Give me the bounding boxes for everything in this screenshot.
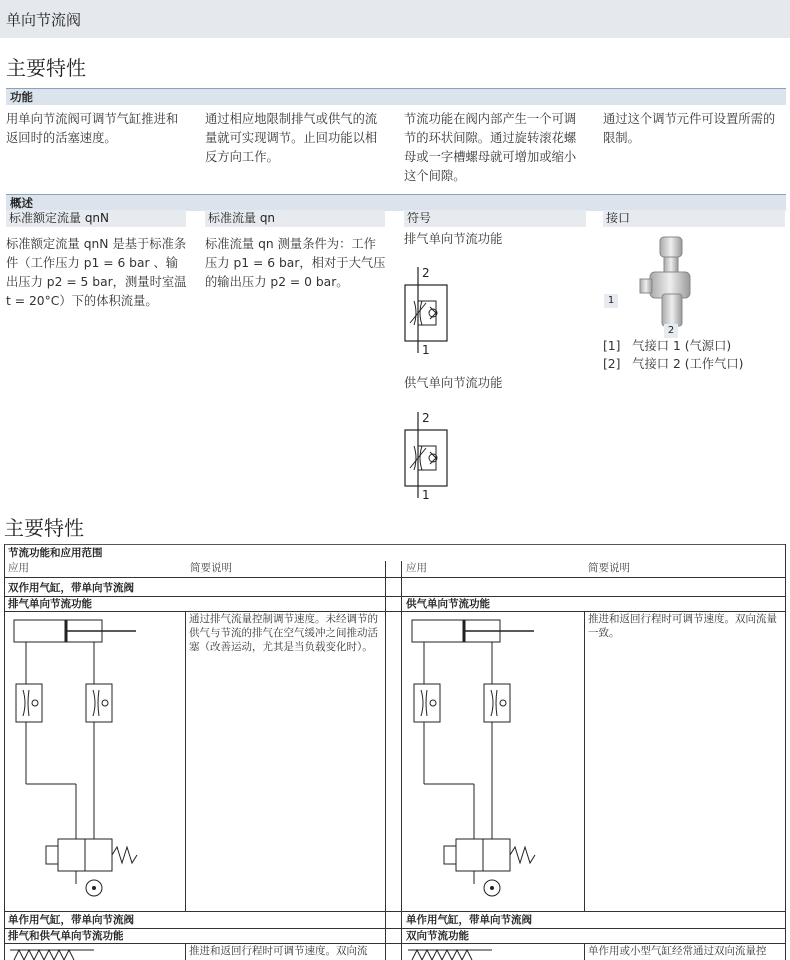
row2-sub-right: 双向节流功能 xyxy=(406,930,469,942)
port-1-label-b: 1 xyxy=(422,488,430,502)
rule xyxy=(4,911,786,912)
function-bar xyxy=(6,88,786,105)
connection-1-num: [1] xyxy=(603,339,621,353)
table-title: 节流功能和应用范围 xyxy=(8,547,103,559)
table-col-desc-left: 简要说明 xyxy=(190,562,232,574)
connection-1-text: 气接口 1 (气源口) xyxy=(632,339,732,353)
connection-1 xyxy=(603,337,731,356)
page-title: 单向节流阀 xyxy=(6,11,82,29)
row2-desc-right: 单作用或小型气缸经常通过双向流量控 xyxy=(588,945,767,957)
supply-throttle-symbol xyxy=(400,410,460,505)
connection-2-text: 气接口 2 (工作气口) xyxy=(632,357,744,371)
qnN-text: 标准额定流量 qnN 是基于标准条件（工作压力 p1 = 6 bar 、输出压力 p2 = 5 bar，测量时室温 t = 20°C）下的体积流量。 xyxy=(6,237,187,308)
valve-product-image xyxy=(640,232,730,332)
vrule xyxy=(4,544,5,960)
function-text-4: 通过这个调节元件可设置所需的限制。 xyxy=(603,112,776,145)
vrule xyxy=(385,561,386,960)
title-bar xyxy=(0,0,790,38)
col-head-qn: 标准流量 qn xyxy=(205,210,385,227)
supply-circuit-diagram xyxy=(404,614,579,904)
col-head-port: 接口 xyxy=(603,210,785,227)
table-col-app-left: 应用 xyxy=(8,562,29,574)
vrule xyxy=(785,544,786,960)
exhaust-throttle-symbol xyxy=(400,265,460,360)
vrule xyxy=(185,611,186,911)
vrule xyxy=(584,611,585,911)
function-text-3: 节流功能在阀内部产生一个可调节的环状间隙。通过旋转滚花螺母或一字槽螺母就可增加或缩小这个间隙。 xyxy=(404,112,577,183)
row2-desc-left: 推进和返回行程时可调节速度。双向流 xyxy=(189,945,368,957)
function-text-1: 用单向节流阀可调节气缸推进和返回时的活塞速度。 xyxy=(6,112,179,145)
row1-group: 双作用气缸，带单向节流阀 xyxy=(8,582,134,594)
rule xyxy=(4,596,786,597)
row2-group-left: 单作用气缸，带单向节流阀 xyxy=(8,914,134,926)
rule xyxy=(4,577,786,578)
qn-text: 标准流量 qn 测量条件为：工作压力 p1 = 6 bar，相对于大气压的输出压力 p2 = 0 bar。 xyxy=(205,237,386,289)
connection-2 xyxy=(603,355,743,374)
function-bar-label: 功能 xyxy=(10,90,33,104)
image-label-2: 2 xyxy=(664,324,678,338)
vrule xyxy=(584,943,585,960)
table-col-app-right: 应用 xyxy=(406,562,427,574)
section-heading: 主要特性 xyxy=(6,56,86,80)
col-head-symbol: 符号 xyxy=(404,210,586,227)
right-description: 推进和返回行程时可调节速度。双向流量一致。 xyxy=(588,613,777,639)
vrule xyxy=(185,943,186,960)
overview-bar-label: 概述 xyxy=(10,196,33,210)
symbol-supply-label: 供气单向节流功能 xyxy=(404,376,503,390)
row2-group-right: 单作用气缸，带单向节流阀 xyxy=(406,914,532,926)
section-heading-2: 主要特性 xyxy=(4,516,84,540)
port-1-label-a: 1 xyxy=(422,343,430,357)
exhaust-circuit-diagram xyxy=(6,614,181,904)
row2-sub-left: 排气和供气单向节流功能 xyxy=(8,930,124,942)
overview-bar xyxy=(6,194,786,211)
connection-2-num: [2] xyxy=(603,357,621,371)
image-label-1: 1 xyxy=(604,294,618,308)
symbol-exhaust-label: 排气单向节流功能 xyxy=(404,232,503,246)
spring-cylinder-left xyxy=(8,948,98,960)
left-description: 通过排气流量控制调节速度。未经调节的供气与节流的排气在空气缓冲之间推动活塞（改善运动，尤其是当负载变化时）。 xyxy=(189,613,378,653)
function-text-2: 通过相应地限制排气或供气的流量就可实现调节。止回功能以相反方向工作。 xyxy=(205,112,378,164)
port-2-label-a: 2 xyxy=(422,266,430,280)
right-subheading: 供气单向节流功能 xyxy=(406,598,490,610)
table-top-rule xyxy=(4,544,786,545)
spring-cylinder-right xyxy=(406,948,496,960)
table-col-desc-right: 简要说明 xyxy=(588,562,630,574)
left-subheading: 排气单向节流功能 xyxy=(8,598,92,610)
port-2-label-b: 2 xyxy=(422,411,430,425)
col-head-qnN: 标准额定流量 qnN xyxy=(6,210,186,227)
vrule xyxy=(401,561,402,960)
